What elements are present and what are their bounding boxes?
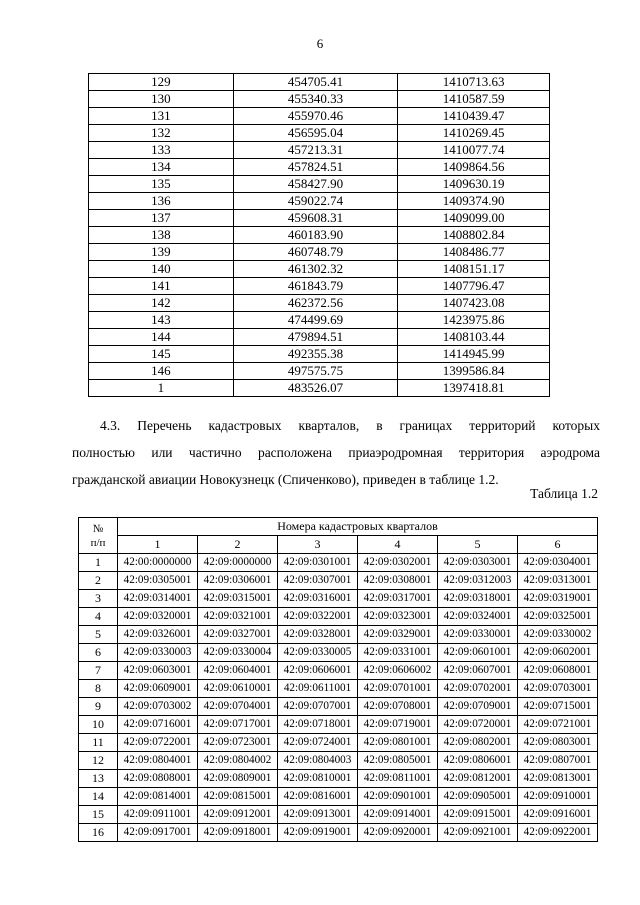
cadastral-number-cell: 42:09:0815001 xyxy=(198,788,278,806)
column-numbers-row xyxy=(79,536,598,554)
table-row xyxy=(79,590,598,608)
point-number-cell: 136 xyxy=(89,193,234,210)
cadastral-number-cell: 42:09:0913001 xyxy=(278,806,358,824)
cadastral-number-cell: 42:09:0323001 xyxy=(358,608,438,626)
y-coordinate-cell: 1409630.19 xyxy=(398,176,550,193)
paragraph-line-1: 4.3. Перечень кадастровых кварталов, в границах территорий которых xyxy=(100,418,600,433)
cadastral-number-cell: 42:09:0718001 xyxy=(278,716,358,734)
table-row xyxy=(89,159,550,176)
y-coordinate-cell: 1410713.63 xyxy=(398,74,550,91)
cadastral-number-cell: 42:09:0602001 xyxy=(518,644,598,662)
paragraph-line-2: полностью или частично расположена приаэродромная территория аэродрома xyxy=(72,445,600,460)
cadastral-number-cell: 42:09:0813001 xyxy=(518,770,598,788)
row-number-cell: 6 xyxy=(79,644,118,662)
cadastral-number-cell: 42:09:0724001 xyxy=(278,734,358,752)
x-coordinate-cell: 497575.75 xyxy=(233,363,398,380)
table-row xyxy=(89,227,550,244)
x-coordinate-cell: 483526.07 xyxy=(233,380,398,397)
cadastral-number-cell: 42:09:0302001 xyxy=(358,554,438,572)
x-coordinate-cell: 459608.31 xyxy=(233,210,398,227)
header-number-abbrev: п/п xyxy=(90,536,106,549)
x-coordinate-cell: 455970.46 xyxy=(233,108,398,125)
cadastral-number-cell: 42:09:0722001 xyxy=(118,734,198,752)
cadastral-number-cell: 42:09:0814001 xyxy=(118,788,198,806)
row-number-cell: 13 xyxy=(79,770,118,788)
row-number-cell: 1 xyxy=(79,554,118,572)
table-row xyxy=(79,608,598,626)
cadastral-number-cell: 42:09:0314001 xyxy=(118,590,198,608)
table-row xyxy=(79,788,598,806)
point-number-cell: 142 xyxy=(89,295,234,312)
row-number-cell: 15 xyxy=(79,806,118,824)
table-row xyxy=(89,210,550,227)
cadastral-number-cell: 42:09:0809001 xyxy=(198,770,278,788)
y-coordinate-cell: 1408151.17 xyxy=(398,261,550,278)
point-number-cell: 134 xyxy=(89,159,234,176)
point-number-cell: 135 xyxy=(89,176,234,193)
cadastral-number-cell: 42:09:0317001 xyxy=(358,590,438,608)
table-row xyxy=(89,176,550,193)
cadastral-number-cell: 42:09:0704001 xyxy=(198,698,278,716)
cadastral-number-cell: 42:09:0305001 xyxy=(118,572,198,590)
table-row xyxy=(89,74,550,91)
cadastral-number-cell: 42:09:0910001 xyxy=(518,788,598,806)
row-number-cell: 9 xyxy=(79,698,118,716)
table-row xyxy=(89,261,550,278)
header-number-cell xyxy=(79,518,118,554)
row-number-cell: 2 xyxy=(79,572,118,590)
cadastral-number-cell: 42:09:0610001 xyxy=(198,680,278,698)
y-coordinate-cell: 1409099.00 xyxy=(398,210,550,227)
cadastral-number-cell: 42:09:0901001 xyxy=(358,788,438,806)
point-number-cell: 141 xyxy=(89,278,234,295)
table-row xyxy=(89,142,550,159)
cadastral-number-cell: 42:09:0304001 xyxy=(518,554,598,572)
table-caption: Таблица 1.2 xyxy=(530,486,598,501)
row-number-cell: 3 xyxy=(79,590,118,608)
x-coordinate-cell: 461302.32 xyxy=(233,261,398,278)
y-coordinate-cell: 1410077.74 xyxy=(398,142,550,159)
table-row xyxy=(79,662,598,680)
cadastral-number-cell: 42:09:0801001 xyxy=(358,734,438,752)
cadastral-number-cell: 42:09:0324001 xyxy=(438,608,518,626)
point-number-cell: 140 xyxy=(89,261,234,278)
cadastral-number-cell: 42:09:0611001 xyxy=(278,680,358,698)
cadastral-number-cell: 42:09:0604001 xyxy=(198,662,278,680)
table-row xyxy=(79,806,598,824)
column-number-header: 2 xyxy=(198,536,278,554)
cadastral-number-cell: 42:09:0921001 xyxy=(438,824,518,842)
column-number-header: 1 xyxy=(118,536,198,554)
cadastral-number-cell: 42:09:0330001 xyxy=(438,626,518,644)
point-number-cell: 130 xyxy=(89,91,234,108)
cadastral-number-cell: 42:09:0606002 xyxy=(358,662,438,680)
cadastral-number-cell: 42:09:0326001 xyxy=(118,626,198,644)
point-number-cell: 132 xyxy=(89,125,234,142)
x-coordinate-cell: 492355.38 xyxy=(233,346,398,363)
column-number-header: 3 xyxy=(278,536,358,554)
table-row xyxy=(79,770,598,788)
cadastral-number-cell: 42:09:0816001 xyxy=(278,788,358,806)
cadastral-number-cell: 42:09:0330004 xyxy=(198,644,278,662)
y-coordinate-cell: 1407423.08 xyxy=(398,295,550,312)
y-coordinate-cell: 1410439.47 xyxy=(398,108,550,125)
cadastral-number-cell: 42:09:0329001 xyxy=(358,626,438,644)
table-row xyxy=(79,626,598,644)
cadastral-number-cell: 42:09:0919001 xyxy=(278,824,358,842)
cadastral-number-cell: 42:09:0804001 xyxy=(118,752,198,770)
cadastral-number-cell: 42:09:0318001 xyxy=(438,590,518,608)
point-number-cell: 131 xyxy=(89,108,234,125)
table-row xyxy=(79,716,598,734)
cadastral-number-cell: 42:09:0812001 xyxy=(438,770,518,788)
x-coordinate-cell: 457824.51 xyxy=(233,159,398,176)
x-coordinate-cell: 462372.56 xyxy=(233,295,398,312)
paragraph-4-3 xyxy=(72,412,600,493)
cadastral-number-cell: 42:09:0715001 xyxy=(518,698,598,716)
y-coordinate-cell: 1423975.86 xyxy=(398,312,550,329)
cadastral-number-cell: 42:09:0912001 xyxy=(198,806,278,824)
row-number-cell: 14 xyxy=(79,788,118,806)
cadastral-number-cell: 42:00:0000000 xyxy=(118,554,198,572)
cadastral-number-cell: 42:09:0804002 xyxy=(198,752,278,770)
header-number-symbol: № xyxy=(92,522,104,535)
table-row xyxy=(79,698,598,716)
y-coordinate-cell: 1399586.84 xyxy=(398,363,550,380)
cadastral-number-cell: 42:09:0330002 xyxy=(518,626,598,644)
cadastral-number-cell: 42:09:0707001 xyxy=(278,698,358,716)
x-coordinate-cell: 474499.69 xyxy=(233,312,398,329)
cadastral-number-cell: 42:09:0321001 xyxy=(198,608,278,626)
cadastral-number-cell: 42:09:0914001 xyxy=(358,806,438,824)
cadastral-number-cell: 42:09:0703002 xyxy=(118,698,198,716)
table-row xyxy=(79,572,598,590)
cadastral-number-cell: 42:09:0315001 xyxy=(198,590,278,608)
cadastral-number-cell: 42:09:0708001 xyxy=(358,698,438,716)
point-number-cell: 137 xyxy=(89,210,234,227)
cadastral-number-cell: 42:09:0719001 xyxy=(358,716,438,734)
table-row xyxy=(79,734,598,752)
y-coordinate-cell: 1408802.84 xyxy=(398,227,550,244)
cadastral-number-cell: 42:09:0720001 xyxy=(438,716,518,734)
cadastral-number-cell: 42:09:0702001 xyxy=(438,680,518,698)
cadastral-number-cell: 42:09:0327001 xyxy=(198,626,278,644)
paragraph-line-3: гражданской авиации Новокузнецк (Спиченково), приведен в таблице 1.2. xyxy=(72,472,499,487)
column-number-header: 5 xyxy=(438,536,518,554)
cadastral-number-cell: 42:09:0701001 xyxy=(358,680,438,698)
cadastral-number-cell: 42:09:0601001 xyxy=(438,644,518,662)
table-row xyxy=(89,295,550,312)
table-row xyxy=(89,91,550,108)
cadastral-number-cell: 42:09:0918001 xyxy=(198,824,278,842)
table-row xyxy=(89,125,550,142)
cadastral-number-cell: 42:09:0330003 xyxy=(118,644,198,662)
y-coordinate-cell: 1410587.59 xyxy=(398,91,550,108)
cadastral-number-cell: 42:09:0308001 xyxy=(358,572,438,590)
header-cadastral-numbers: Номера кадастровых кварталов xyxy=(118,518,598,536)
point-number-cell: 139 xyxy=(89,244,234,261)
cadastral-number-cell: 42:09:0716001 xyxy=(118,716,198,734)
cadastral-number-cell: 42:09:0717001 xyxy=(198,716,278,734)
cadastral-number-cell: 42:09:0320001 xyxy=(118,608,198,626)
cadastral-number-cell: 42:09:0911001 xyxy=(118,806,198,824)
cadastral-number-cell: 42:09:0805001 xyxy=(358,752,438,770)
row-number-cell: 7 xyxy=(79,662,118,680)
table-row xyxy=(89,380,550,397)
point-number-cell: 144 xyxy=(89,329,234,346)
x-coordinate-cell: 457213.31 xyxy=(233,142,398,159)
cadastral-number-cell: 42:09:0609001 xyxy=(118,680,198,698)
table-row xyxy=(89,108,550,125)
cadastral-number-cell: 42:09:0603001 xyxy=(118,662,198,680)
y-coordinate-cell: 1409374.90 xyxy=(398,193,550,210)
cadastral-quarters-table xyxy=(78,517,598,842)
point-number-cell: 133 xyxy=(89,142,234,159)
y-coordinate-cell: 1410269.45 xyxy=(398,125,550,142)
y-coordinate-cell: 1409864.56 xyxy=(398,159,550,176)
cadastral-number-cell: 42:09:0606001 xyxy=(278,662,358,680)
cadastral-number-cell: 42:09:0306001 xyxy=(198,572,278,590)
point-number-cell: 129 xyxy=(89,74,234,91)
table-header-row xyxy=(79,518,598,536)
cadastral-number-cell: 42:09:0808001 xyxy=(118,770,198,788)
y-coordinate-cell: 1407796.47 xyxy=(398,278,550,295)
y-coordinate-cell: 1408103.44 xyxy=(398,329,550,346)
cadastral-number-cell: 42:09:0312003 xyxy=(438,572,518,590)
row-number-cell: 16 xyxy=(79,824,118,842)
cadastral-number-cell: 42:09:0325001 xyxy=(518,608,598,626)
cadastral-number-cell: 42:09:0316001 xyxy=(278,590,358,608)
cadastral-number-cell: 42:09:0301001 xyxy=(278,554,358,572)
cadastral-number-cell: 42:09:0608001 xyxy=(518,662,598,680)
x-coordinate-cell: 458427.90 xyxy=(233,176,398,193)
point-number-cell: 143 xyxy=(89,312,234,329)
cadastral-number-cell: 42:09:0331001 xyxy=(358,644,438,662)
page-number: 6 xyxy=(316,36,324,51)
cadastral-number-cell: 42:09:0319001 xyxy=(518,590,598,608)
x-coordinate-cell: 479894.51 xyxy=(233,329,398,346)
row-number-cell: 8 xyxy=(79,680,118,698)
row-number-cell: 10 xyxy=(79,716,118,734)
x-coordinate-cell: 460748.79 xyxy=(233,244,398,261)
cadastral-number-cell: 42:09:0723001 xyxy=(198,734,278,752)
table-row xyxy=(89,346,550,363)
coordinates-table xyxy=(88,73,550,397)
x-coordinate-cell: 459022.74 xyxy=(233,193,398,210)
table-row xyxy=(89,244,550,261)
table-row xyxy=(79,644,598,662)
column-number-header: 4 xyxy=(358,536,438,554)
cadastral-number-cell: 42:09:0721001 xyxy=(518,716,598,734)
x-coordinate-cell: 461843.79 xyxy=(233,278,398,295)
cadastral-number-cell: 42:09:0303001 xyxy=(438,554,518,572)
table-row xyxy=(89,193,550,210)
cadastral-number-cell: 42:09:0802001 xyxy=(438,734,518,752)
cadastral-number-cell: 42:09:0330005 xyxy=(278,644,358,662)
cadastral-number-cell: 42:09:0920001 xyxy=(358,824,438,842)
table-row xyxy=(89,312,550,329)
row-number-cell: 5 xyxy=(79,626,118,644)
table-row xyxy=(79,554,598,572)
table-row xyxy=(79,824,598,842)
cadastral-number-cell: 42:09:0916001 xyxy=(518,806,598,824)
point-number-cell: 138 xyxy=(89,227,234,244)
column-number-header: 6 xyxy=(518,536,598,554)
x-coordinate-cell: 456595.04 xyxy=(233,125,398,142)
cadastral-number-cell: 42:09:0804003 xyxy=(278,752,358,770)
cadastral-number-cell: 42:09:0905001 xyxy=(438,788,518,806)
table-row xyxy=(89,278,550,295)
y-coordinate-cell: 1397418.81 xyxy=(398,380,550,397)
cadastral-number-cell: 42:09:0922001 xyxy=(518,824,598,842)
x-coordinate-cell: 460183.90 xyxy=(233,227,398,244)
table-row xyxy=(89,329,550,346)
row-number-cell: 4 xyxy=(79,608,118,626)
y-coordinate-cell: 1408486.77 xyxy=(398,244,550,261)
table-row xyxy=(79,752,598,770)
y-coordinate-cell: 1414945.99 xyxy=(398,346,550,363)
cadastral-number-cell: 42:09:0000000 xyxy=(198,554,278,572)
cadastral-number-cell: 42:09:0917001 xyxy=(118,824,198,842)
cadastral-number-cell: 42:09:0307001 xyxy=(278,572,358,590)
cadastral-number-cell: 42:09:0607001 xyxy=(438,662,518,680)
x-coordinate-cell: 454705.41 xyxy=(233,74,398,91)
x-coordinate-cell: 455340.33 xyxy=(233,91,398,108)
cadastral-number-cell: 42:09:0803001 xyxy=(518,734,598,752)
cadastral-number-cell: 42:09:0811001 xyxy=(358,770,438,788)
table-row xyxy=(79,680,598,698)
cadastral-number-cell: 42:09:0915001 xyxy=(438,806,518,824)
cadastral-number-cell: 42:09:0806001 xyxy=(438,752,518,770)
cadastral-number-cell: 42:09:0322001 xyxy=(278,608,358,626)
cadastral-number-cell: 42:09:0810001 xyxy=(278,770,358,788)
cadastral-number-cell: 42:09:0313001 xyxy=(518,572,598,590)
cadastral-number-cell: 42:09:0807001 xyxy=(518,752,598,770)
point-number-cell: 1 xyxy=(89,380,234,397)
cadastral-number-cell: 42:09:0328001 xyxy=(278,626,358,644)
row-number-cell: 11 xyxy=(79,734,118,752)
cadastral-number-cell: 42:09:0709001 xyxy=(438,698,518,716)
cadastral-number-cell: 42:09:0703001 xyxy=(518,680,598,698)
point-number-cell: 145 xyxy=(89,346,234,363)
table-row xyxy=(89,363,550,380)
point-number-cell: 146 xyxy=(89,363,234,380)
row-number-cell: 12 xyxy=(79,752,118,770)
